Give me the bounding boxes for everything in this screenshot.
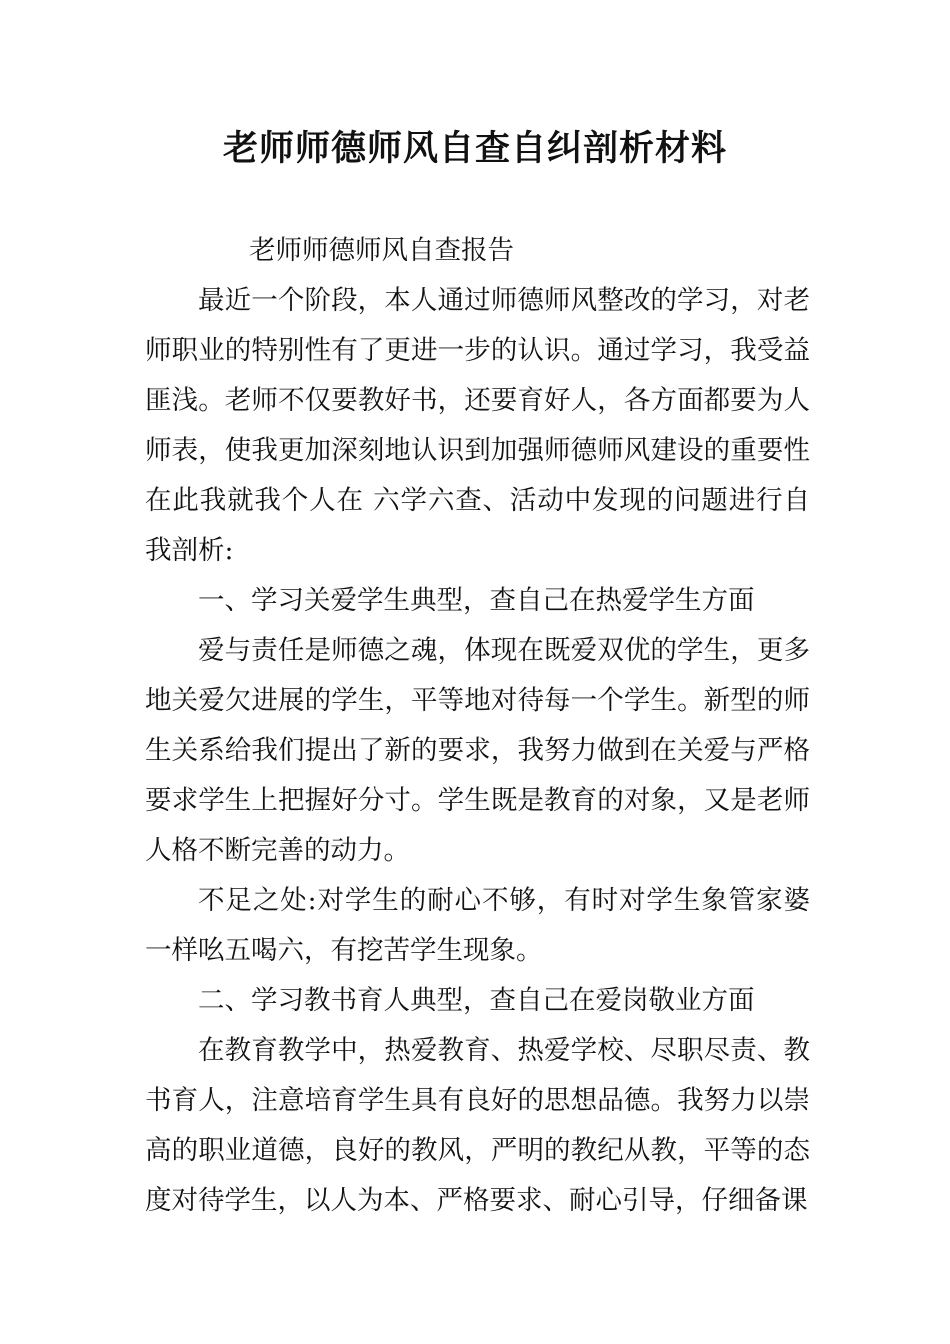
report-subtitle: 老师师德师风自查报告	[249, 235, 514, 266]
shortcoming-paragraph: 不足之处:对学生的耐心不够，有时对学生象管家婆一样吆五喝六，有挖苦学生现象。	[145, 885, 810, 966]
section-1-paragraph: 爱与责任是师德之魂，体现在既爱双优的学生，更多地关爱欠进展的学生，平等地对待每一个学生。新型的师生关系给我们提出了新的要求，我努力做到在关爱与严格要求学生上把握好分寸。学生既是教育的对象，又是老师人格不断完善的动力。	[145, 635, 810, 866]
intro-paragraph: 最近一个阶段，本人通过师德师风整改的学习，对老师职业的特别性有了更进一步的认识。通过学习，我受益匪浅。老师不仅要教好书，还要育好人，各方面都要为人师表，使我更加深刻地认识到加强师德师风建设的重要性在此我就我个人在 六学六查、活动中发现的问题进行自我剖析:	[145, 285, 810, 566]
section-2-paragraph: 在教育教学中，热爱教育、热爱学校、尽职尽责、教书育人，注意培育学生具有良好的思想品德。我努力以崇高的职业道德，良好的教风，严明的教纪从教，平等的态度对待学生，以人为本、严格要求、耐心引导，仔细备课	[145, 1035, 810, 1216]
section-heading-2: 二、学习教书育人典型，查自己在爱岗敬业方面	[198, 985, 755, 1016]
document-body	[145, 226, 810, 1226]
document-title: 老师师德师风自查自纠剖析材料	[222, 129, 727, 169]
section-heading-1: 一、学习关爱学生典型，查自己在热爱学生方面	[198, 585, 755, 616]
